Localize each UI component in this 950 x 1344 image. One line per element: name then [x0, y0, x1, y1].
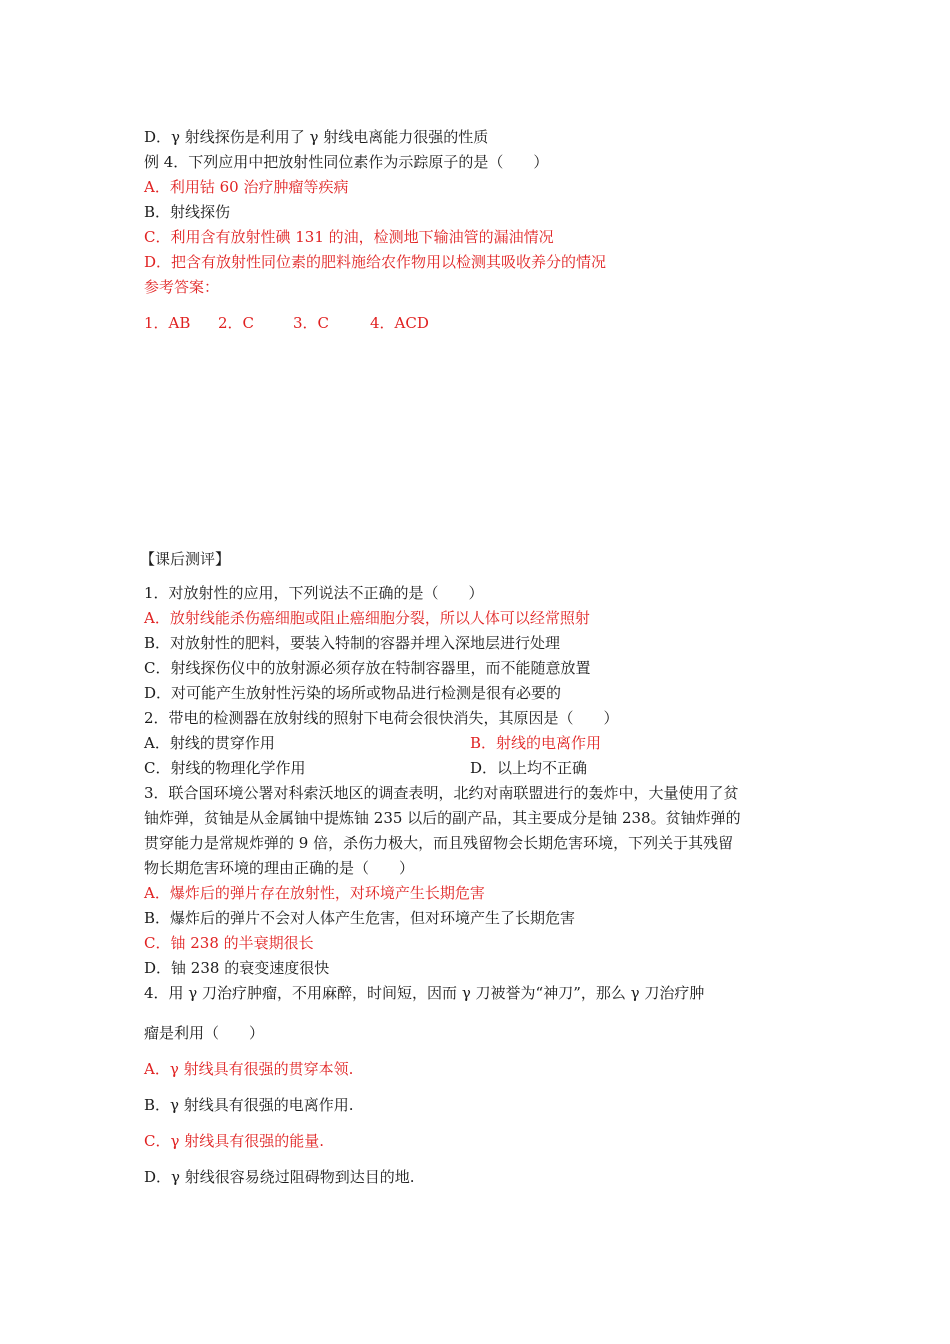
q4-option-b: B．γ 射线具有很强的电离作用. [144, 1096, 354, 1114]
q1-question: 1．对放射性的应用，下列说法不正确的是（ ） [144, 584, 484, 602]
q2-option-b: B．射线的电离作用 [470, 734, 602, 752]
q1-option-b: B．对放射性的肥料，要装入特制的容器并埋入深地层进行处理 [144, 634, 561, 652]
q4-option-c: C．γ 射线具有很强的能量. [144, 1132, 324, 1150]
q4-line-2: 瘤是利用（ ） [144, 1024, 265, 1042]
q4-option-d: D．γ 射线很容易绕过阻碍物到达目的地. [144, 1168, 415, 1186]
q3-option-b: B．爆炸后的弹片不会对人体产生危害，但对环境产生了长期危害 [144, 909, 576, 927]
section-title: 【课后测评】 [140, 550, 231, 568]
q1-option-c: C．射线探伤仪中的放射源必须存放在特制容器里，而不能随意放置 [144, 659, 591, 677]
q4-option-a: A．γ 射线具有很强的贯穿本领. [144, 1060, 354, 1078]
answer-4: 4．ACD [370, 314, 429, 332]
answer-2: 2．C [218, 314, 255, 332]
q3-option-c: C．铀 238 的半衰期很长 [144, 934, 314, 952]
q3-option-a: A．爆炸后的弹片存在放射性，对环境产生长期危害 [144, 884, 485, 902]
answer-3: 3．C [293, 314, 330, 332]
q2-option-d: D．以上均不正确 [470, 759, 588, 777]
example-4-option-a: A．利用钴 60 治疗肿瘤等疾病 [144, 178, 349, 196]
example-4-option-c: C．利用含有放射性碘 131 的油，检测地下输油管的漏油情况 [144, 228, 554, 246]
q2-option-a: A．射线的贯穿作用 [144, 734, 275, 752]
q3-line-4: 物长期危害环境的理由正确的是（ ） [144, 859, 415, 877]
answer-1: 1．AB [144, 314, 191, 332]
example-4-question: 例 4．下列应用中把放射性同位素作为示踪原子的是（ ） [144, 153, 549, 171]
q1-option-a: A．放射线能杀伤癌细胞或阻止癌细胞分裂，所以人体可以经常照射 [144, 609, 590, 627]
q3-line-2: 铀炸弹，贫铀是从金属铀中提炼铀 235 以后的副产品，其主要成分是铀 238。贫铀炸弹的 [144, 809, 741, 827]
q3-line-3: 贯穿能力是常规炸弹的 9 倍，杀伤力极大，而且残留物会长期危害环境，下列关于其残留 [144, 834, 734, 852]
example-4-option-d: D．把含有放射性同位素的肥料施给农作物用以检测其吸收养分的情况 [144, 253, 607, 271]
q3-option-d: D．铀 238 的衰变速度很快 [144, 959, 330, 977]
q2-option-c: C．射线的物理化学作用 [144, 759, 306, 777]
q1-option-d: D．对可能产生放射性污染的场所或物品进行检测是很有必要的 [144, 684, 562, 702]
example-4-option-b: B．射线探伤 [144, 203, 231, 221]
option-d-prev: D．γ 射线探伤是利用了 γ 射线电离能力很强的性质 [144, 128, 489, 146]
q3-line-1: 3．联合国环境公署对科索沃地区的调查表明，北约对南联盟进行的轰炸中，大量使用了贫 [144, 784, 739, 802]
q2-question: 2．带电的检测器在放射线的照射下电荷会很快消失，其原因是（ ） [144, 709, 619, 727]
q4-line-1: 4．用 γ 刀治疗肿瘤，不用麻醉，时间短，因而 γ 刀被誉为“神刀”，那么 γ 刀治疗肿 [144, 984, 705, 1002]
answers-title: 参考答案： [144, 278, 220, 296]
